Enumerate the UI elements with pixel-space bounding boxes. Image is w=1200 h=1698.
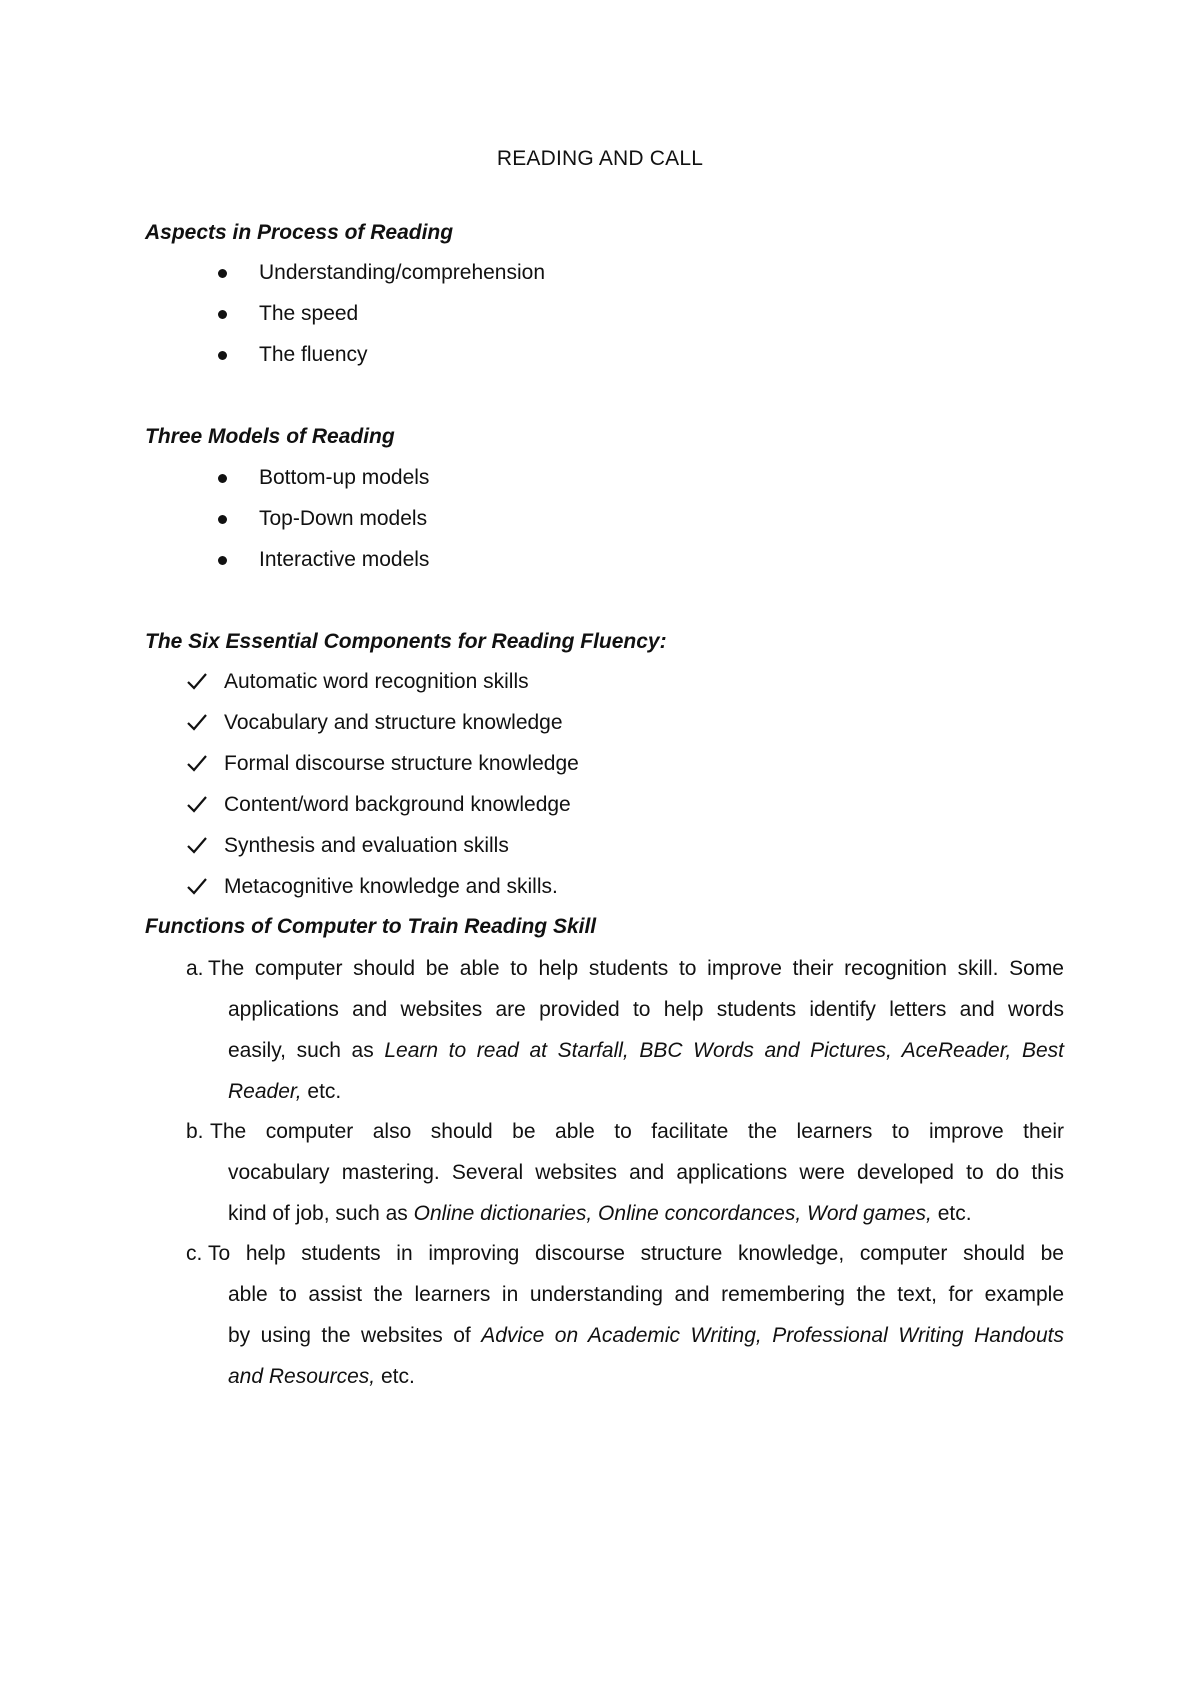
- bullet-icon: [218, 515, 227, 524]
- paragraph-line: The computer should be able to help students to improve their recognition skill. Some: [208, 957, 1064, 980]
- checkmark-icon: [186, 794, 208, 814]
- item-marker: a.: [186, 957, 204, 980]
- paragraph-line: Reader, etc.: [228, 1080, 342, 1103]
- paragraph-line: and Resources, etc.: [228, 1365, 415, 1388]
- checkmark-icon: [186, 753, 208, 773]
- bullet-icon: [218, 269, 227, 278]
- paragraph-line: by using the websites of Advice on Academic Writing, Professional Writing Handouts: [228, 1324, 1064, 1347]
- heading-components: The Six Essential Components for Reading Fluency:: [145, 630, 667, 653]
- heading-aspects: Aspects in Process of Reading: [145, 221, 454, 244]
- checkmark-icon: [186, 712, 208, 732]
- document-title: READING AND CALL: [496, 147, 704, 170]
- bullet-icon: [218, 556, 227, 565]
- bullet-icon: [218, 351, 227, 360]
- paragraph-line: To help students in improving discourse structure knowledge, computer should be: [208, 1242, 1064, 1265]
- heading-models: Three Models of Reading: [145, 425, 395, 448]
- paragraph-line: vocabulary mastering. Several websites and applications were developed to do this: [228, 1161, 1064, 1184]
- heading-functions: Functions of Computer to Train Reading Skill: [145, 915, 597, 938]
- bullet-icon: [218, 310, 227, 319]
- document-page: READING AND CALL Aspects in Process of Reading Understanding/comprehension The speed The fluency Three Models of Reading Bottom-up models Top-Down models Interactive models The Six Essential Components for Reading Fluency: Automatic word recognition skills Vocabulary and structure knowledge Formal discourse structure knowledge Content/word background knowledge Synthesis and evaluation skills Metacognitive knowledge and skills. Functions of Computer to Train Reading Skill a. The computer should be able to help students to improve their recognition skill. Some applications and websites are provided to help students identify letters and words easily, such as Learn to read at Starfall, BBC Words and Pictures, AceReader, Best Reader, etc. b. The computer also should be able to facilitate the learners to improve their vocabulary mastering. Several websites and applications were developed to do this kind of job, such as Online dictionaries, Online concordances, Word games, etc. c. To help students in improving discourse structure knowledge, computer should be able to assist the learners in understanding and remembering the text, for example by using the websites of Advice on Academic Writing, Professional Writing Handouts and Resources, etc.: [0, 0, 1200, 1698]
- paragraph-line: able to assist the learners in understanding and remembering the text, for example: [228, 1283, 1064, 1306]
- checkmark-icon: [186, 835, 208, 855]
- paragraph-line: The computer also should be able to facilitate the learners to improve their: [210, 1120, 1064, 1143]
- paragraph-line: easily, such as Learn to read at Starfall, BBC Words and Pictures, AceReader, Best: [228, 1039, 1065, 1062]
- paragraph-line: kind of job, such as Online dictionaries, Online concordances, Word games, etc.: [228, 1202, 972, 1225]
- checkmark-icon: [186, 876, 208, 896]
- checkmark-icon: [186, 671, 208, 691]
- item-marker: b.: [186, 1120, 204, 1143]
- paragraph-line: applications and websites are provided to help students identify letters and words: [228, 998, 1064, 1021]
- item-marker: c.: [186, 1242, 203, 1265]
- bullet-icon: [218, 474, 227, 483]
